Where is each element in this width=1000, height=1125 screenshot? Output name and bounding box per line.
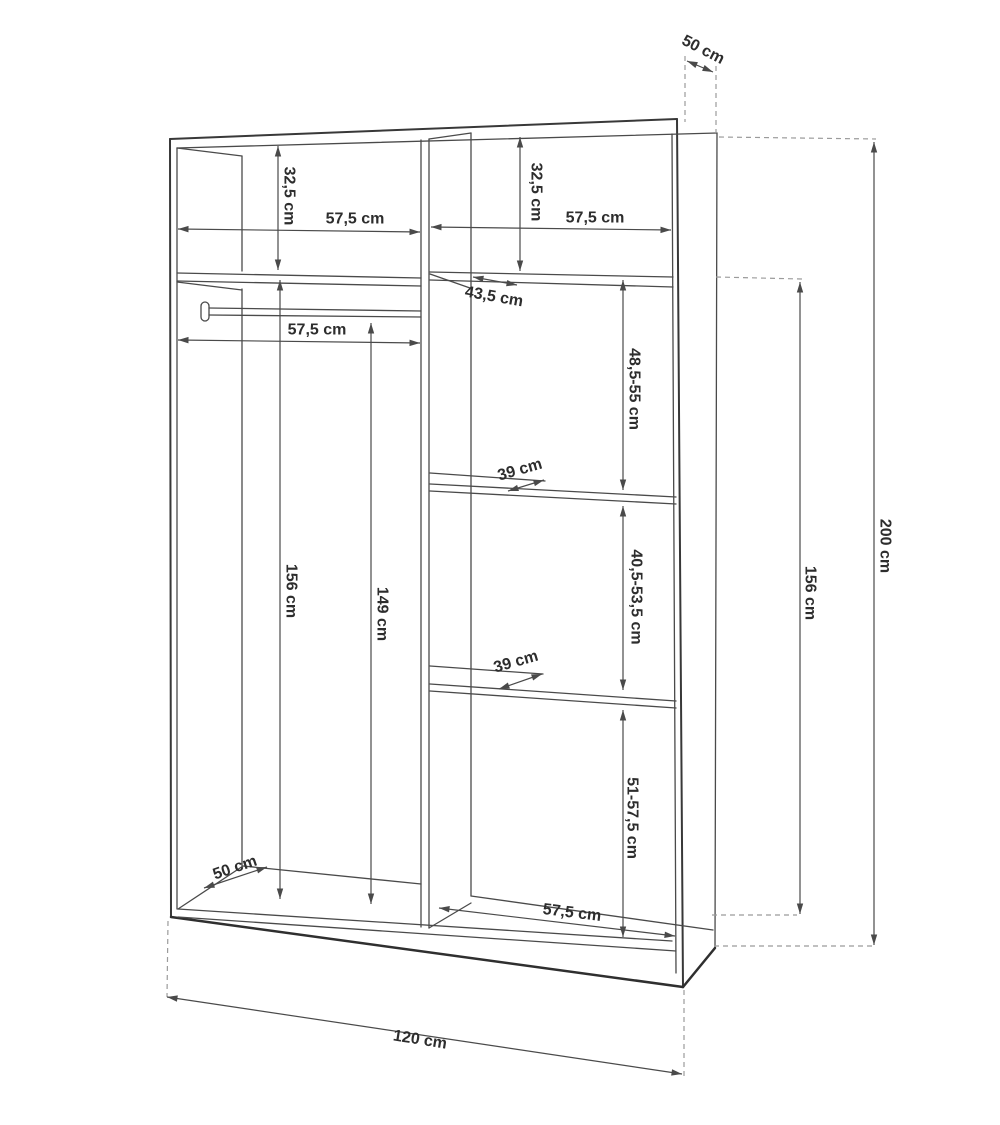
dim-label-top-gap-left: 32,5 cm [280,166,298,226]
dim-label-inner-height-right: 156 cm [801,565,819,621]
dim-label-gap-shelf1-shelf2: 48,5-55 cm [625,348,643,430]
floor-panel-bottom-edge [178,917,676,951]
ext-inner-height-top [716,277,802,279]
dim-line-depth-top [687,61,713,72]
left-wall-top-depth-edge [177,148,242,156]
left-shelf-bottom-edge [177,281,421,286]
shelf3-front-top-edge [430,684,676,701]
dim-line-shelf3-depth [499,674,542,689]
shelf3-front-bottom-edge [430,691,676,708]
dim-label-total-width: 120 cm [391,1027,449,1053]
rod-bracket [201,302,209,321]
dim-label-top-gap-right: 32,5 cm [527,162,545,222]
dim-label-total-height: 200 cm [876,518,894,574]
dim-label-floor-depth: 50 cm [210,852,260,884]
dim-label-section-width-right: 57,5 cm [565,209,625,227]
dim-line-section-width-left [178,229,420,232]
dim-label-bottom-width-right: 57,5 cm [541,900,603,926]
dim-label-shelf2-depth: 39 cm [495,455,545,485]
shelf2-front-top-edge [430,484,676,497]
dim-label-depth-top: 50 cm [678,32,728,68]
inner-right-edge [672,134,676,973]
outer-right-front-edge [677,119,683,987]
dimension-labels [211,32,894,1053]
dim-label-hanging-height: 156 cm [282,563,300,619]
shelf2-front-bottom-edge [430,491,676,504]
ext-height-top [719,137,876,139]
hanging-rod-bottom [209,315,421,317]
dim-label-shelf1-depth: 43,5 cm [463,283,525,311]
divider-top-depth-edge [429,133,471,139]
dim-label-gap-shelf2-shelf3: 40,5-53,5 cm [627,549,645,645]
left-shelf-top-edge [177,273,421,278]
dim-label-rod-width: 57,5 cm [287,321,347,339]
dim-line-section-width-right [431,227,671,230]
dim-line-rod-width [178,340,420,343]
outer-left-edge [170,139,171,917]
ext-width-left [167,921,168,997]
shelf1-top-edge [430,272,673,277]
dim-label-gap-shelf3-floor: 51-57,5 cm [623,777,641,859]
right-side-bottom-edge [683,948,715,987]
dim-label-shelf3-depth: 39 cm [491,647,541,677]
floor-back-edge-left [243,866,421,884]
left-shelf-depth-edge [177,282,242,290]
dim-label-section-width-left: 57,5 cm [325,210,385,228]
hanging-rod-top [209,308,421,311]
dimension-lines [167,61,874,1074]
dim-label-rod-height: 149 cm [373,586,391,642]
right-back-edge [715,133,717,948]
divider-bottom-depth-edge [429,903,471,928]
